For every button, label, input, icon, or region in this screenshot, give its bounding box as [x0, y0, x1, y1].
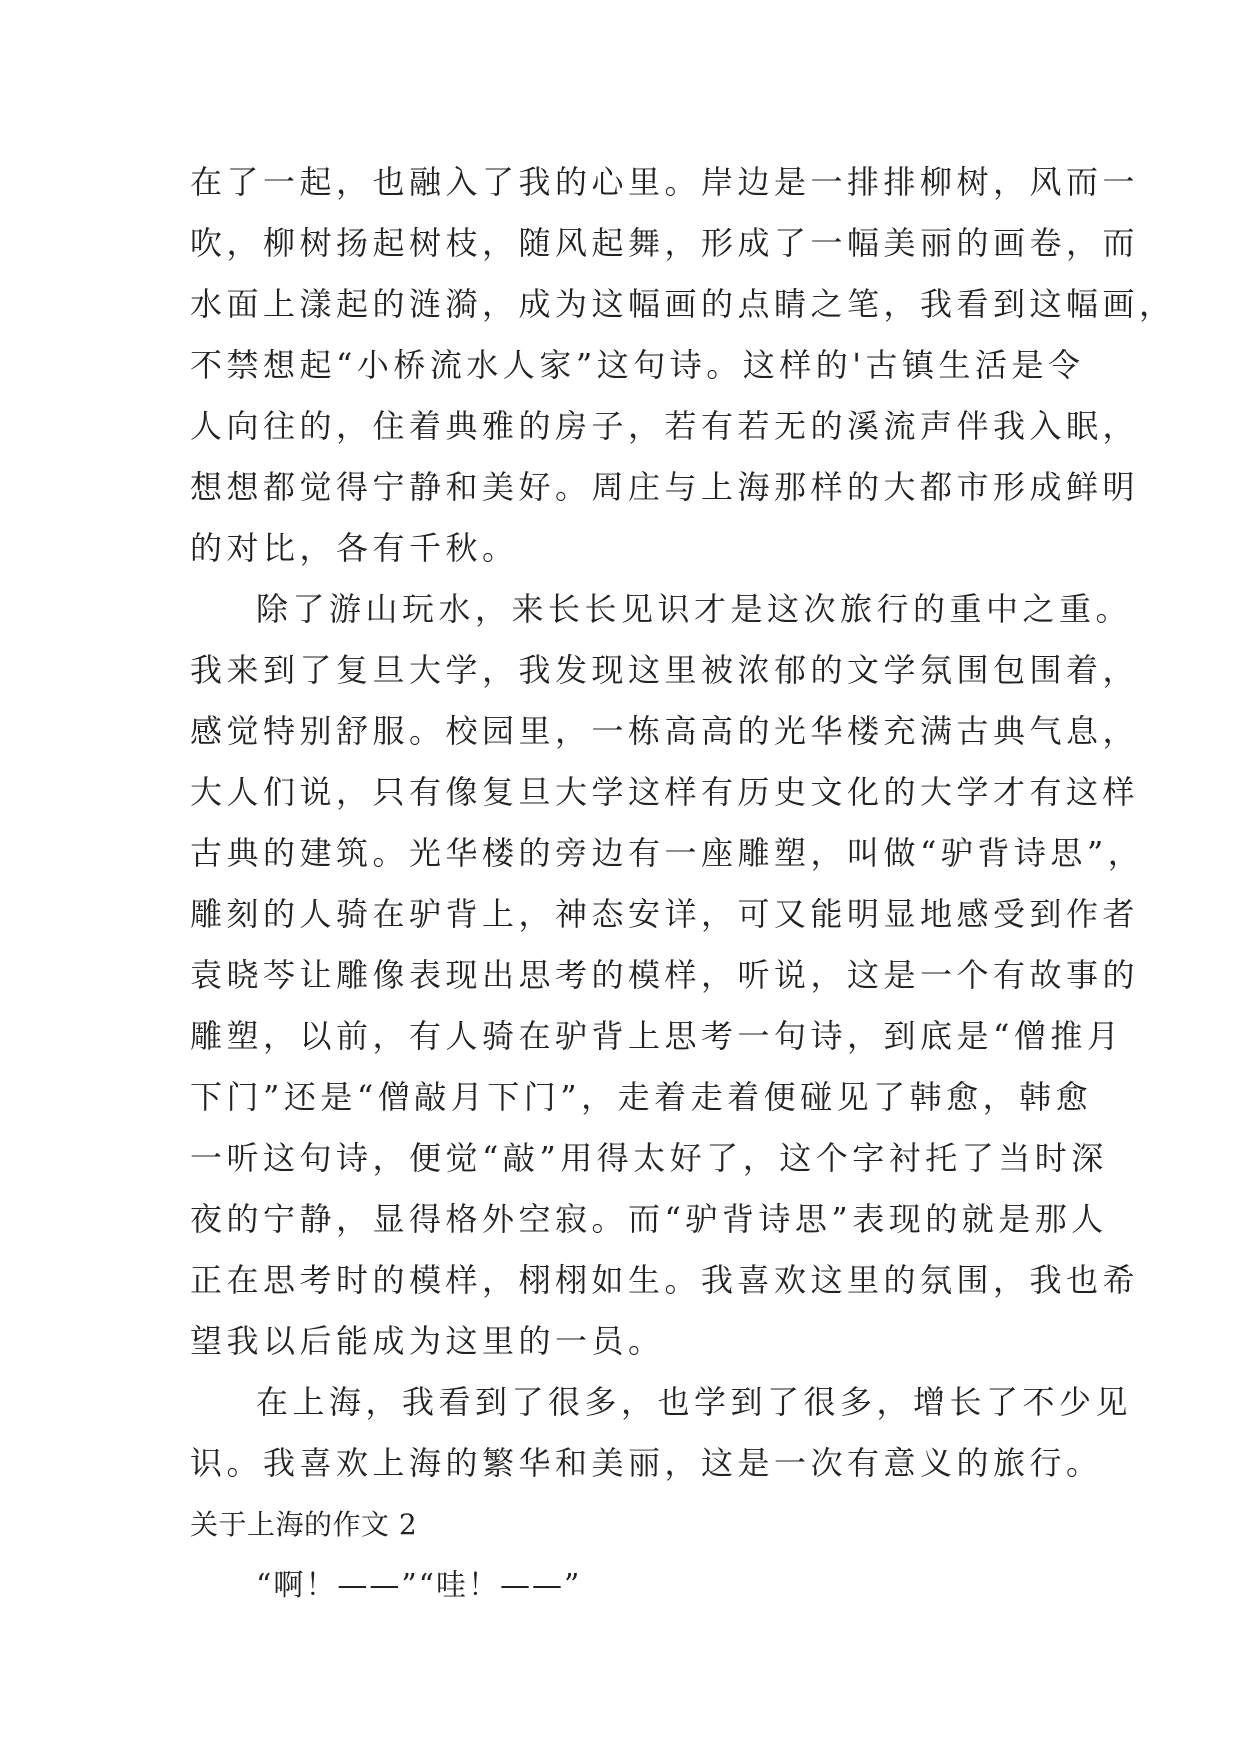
text-line: 一听这句诗，便觉“敲”用得太好了，这个字衬托了当时深 — [190, 1139, 1108, 1177]
section-heading: 关于上海的作文 2 — [190, 1508, 418, 1541]
text-line: 吹，柳树扬起树枝，随风起舞，形成了一幅美丽的画卷，而 — [190, 224, 1140, 262]
text-line: 大人们说，只有像复旦大学这样有历史文化的大学才有这样 — [190, 773, 1140, 811]
text-line: 在了一起，也融入了我的心里。岸边是一排排柳树，风而一 — [190, 163, 1140, 201]
text-line: 的对比，各有千秋。 — [190, 529, 519, 567]
paragraph-3 — [190, 1372, 1133, 1494]
document-page — [190, 152, 1176, 1618]
text-line: 下门”还是“僧敲月下门”，走着走着便碰见了韩愈，韩愈 — [190, 1078, 1093, 1116]
paragraph-2 — [190, 579, 1145, 1372]
text-line: 在上海，我看到了很多，也学到了很多，增长了不少见 — [256, 1383, 1133, 1421]
quote-line: “啊！——”“哇！——” — [256, 1568, 582, 1603]
text-line: 正在思考时的模样，栩栩如生。我喜欢这里的氛围，我也希 — [190, 1261, 1140, 1299]
text-line: 水面上漾起的涟漪，成为这幅画的点睛之笔，我看到这幅画， — [190, 285, 1176, 323]
text-line: 感觉特别舒服。校园里，一栋高高的光华楼充满古典气息， — [190, 712, 1140, 750]
text-line: 识。我喜欢上海的繁华和美丽，这是一次有意义的旅行。 — [190, 1444, 1103, 1482]
text-line: 夜的宁静，显得格外空寂。而“驴背诗思”表现的就是那人 — [190, 1200, 1108, 1238]
text-line: 不禁想起“小桥流水人家”这句诗。这样的'古镇生活是令 — [190, 346, 1085, 384]
text-line: 人向往的，住着典雅的房子，若有若无的溪流声伴我入眠， — [190, 407, 1140, 445]
paragraph-1 — [190, 152, 1176, 579]
text-line: 我来到了复旦大学，我发现这里被浓郁的文学氛围包围着， — [190, 651, 1140, 689]
text-line: 望我以后能成为这里的一员。 — [190, 1322, 665, 1360]
text-line: 袁晓芩让雕像表现出思考的模样，听说，这是一个有故事的 — [190, 956, 1140, 994]
text-line: 古典的建筑。光华楼的旁边有一座雕塑，叫做“驴背诗思”， — [190, 834, 1145, 872]
text-line: 想想都觉得宁静和美好。周庄与上海那样的大都市形成鲜明 — [190, 468, 1140, 506]
text-line: 雕塑，以前，有人骑在驴背上思考一句诗，到底是“僧推月 — [190, 1017, 1124, 1055]
text-line: 除了游山玩水，来长长见识才是这次旅行的重中之重。 — [256, 590, 1133, 628]
text-line: 雕刻的人骑在驴背上，神态安详，可又能明显地感受到作者 — [190, 895, 1140, 933]
